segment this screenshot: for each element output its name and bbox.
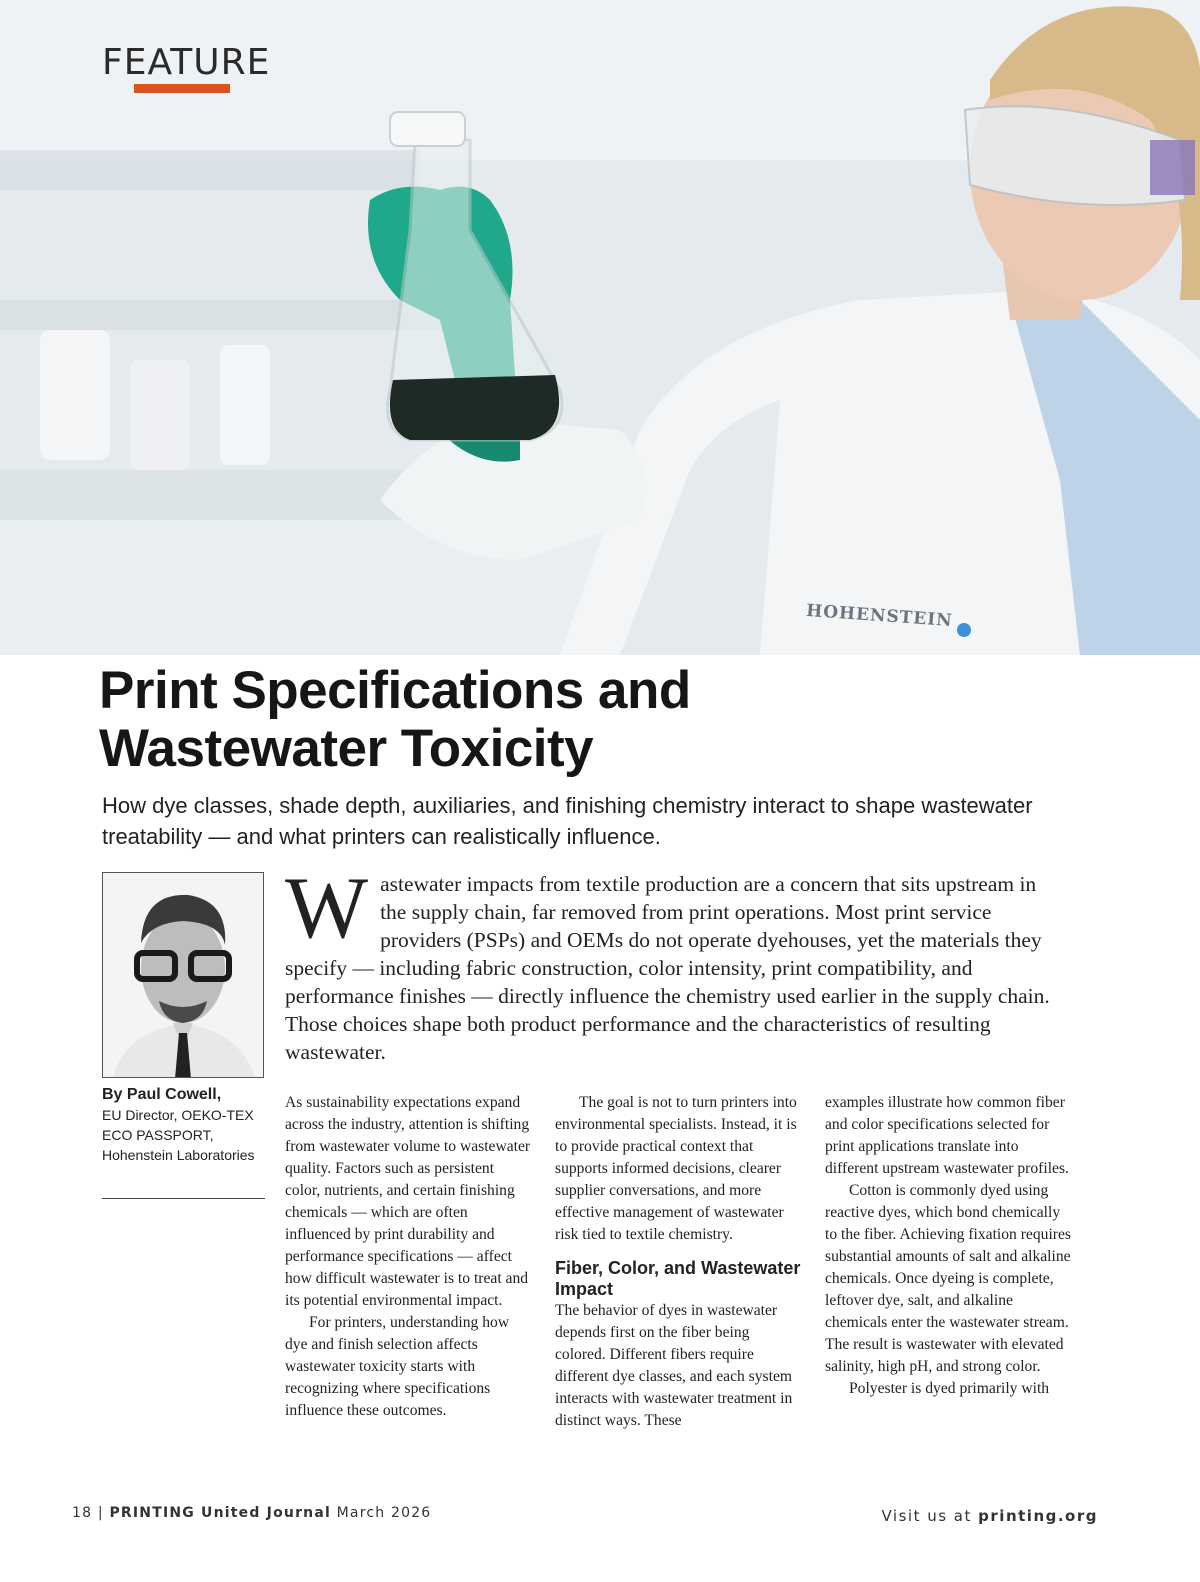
title-line-2: Wastewater Toxicity: [99, 719, 594, 778]
website-link[interactable]: printing.org: [978, 1507, 1098, 1525]
author-name: By Paul Cowell,: [102, 1086, 222, 1103]
body-column-1: [285, 1092, 533, 1422]
page-footer-right: [881, 1507, 1098, 1525]
lab-scene-illustration: [0, 0, 1200, 655]
article-subtitle: How dye classes, shade depth, auxiliaries, and finishing chemistry interact to shape wastewater treatability — and what printers can realistically influence.: [102, 793, 1033, 849]
author-byline: [102, 1085, 267, 1165]
issue-date: March 2026: [336, 1505, 432, 1521]
section-label: FEATURE: [102, 42, 271, 83]
page-number: 18: [72, 1505, 93, 1521]
title-line-1: Print Specifications and: [99, 661, 691, 720]
hero-photo: [0, 0, 1200, 655]
coat-logo-text: HOHENSTEIN: [805, 600, 954, 632]
section-accent-bar: [134, 84, 230, 93]
body-paragraph: The behavior of dyes in wastewater depends first on the fiber being colored. Different fibers require different dye classes, and each system interacts with wastewater treatment in distinct ways. These: [555, 1302, 793, 1429]
body-paragraph: For printers, understanding how dye and finish selection affects wastewater toxicity starts with recognizing where specifications influence these outcomes.: [285, 1314, 510, 1419]
body-paragraph: As sustainability expectations expand across the industry, attention is shifting from wastewater volume to wastewater quality. Factors such as persistent color, nutrients, and certain finishing chemicals — which are often influenced by print durability and performance specifications — affect how difficult wastewater is to treat and its potential environmental impact.: [285, 1094, 531, 1309]
body-paragraph: The goal is not to turn printers into environmental specialists. Instead, it is to provide practical context that supports informed decisions, clearer supplier conversations, and more effective management of wastewater risk tied to textile chemistry.: [555, 1094, 797, 1243]
body-column-2: [555, 1092, 803, 1432]
body-column-3: [825, 1092, 1073, 1400]
footer-separator: |: [97, 1505, 104, 1521]
section-heading: Fiber, Color, and Wastewater Impact: [555, 1258, 801, 1299]
body-paragraph: Cotton is commonly dyed using reactive dyes, which bond chemically to the fiber. Achieving fixation requires substantial amounts of salt and alkaline chemicals. Once dyeing is complete, leftover dye, salt, and alkaline chemicals enter the wastewater stream. The result is wastewater with elevated salinity, high pH, and strong color.: [825, 1182, 1071, 1375]
byline-divider: [102, 1198, 265, 1199]
page-footer-left: [72, 1505, 431, 1521]
author-title: EU Director, OEKO-TEX ECO PASSPORT, Hohenstein Laboratories: [102, 1107, 255, 1163]
author-portrait: [102, 872, 264, 1078]
publication-name: PRINTING United Journal: [109, 1505, 331, 1521]
body-paragraph: examples illustrate how common fiber and color specifications selected for print applications translate into different upstream wastewater profiles.: [825, 1094, 1069, 1177]
author-photo-illustration: [103, 873, 264, 1078]
visit-prefix: Visit us at: [881, 1507, 972, 1525]
lede-text: astewater impacts from textile production are a concern that sits upstream in the supply chain, far removed from print operations. Most print service providers (PSPs) and OEMs do not operate dyehouses, yet the materials they specify — including fabric construction, color intensity, print compatibility, and performance finishes — directly influence the chemistry used earlier in the supply chain. Those choices shape both product performance and the characteristics of resulting wastewater.: [285, 872, 1050, 1064]
drop-cap: W: [285, 860, 369, 957]
article-title: [99, 662, 691, 778]
body-paragraph: Polyester is dyed primarily with: [849, 1380, 1050, 1397]
lede-paragraph: [285, 860, 1060, 1066]
